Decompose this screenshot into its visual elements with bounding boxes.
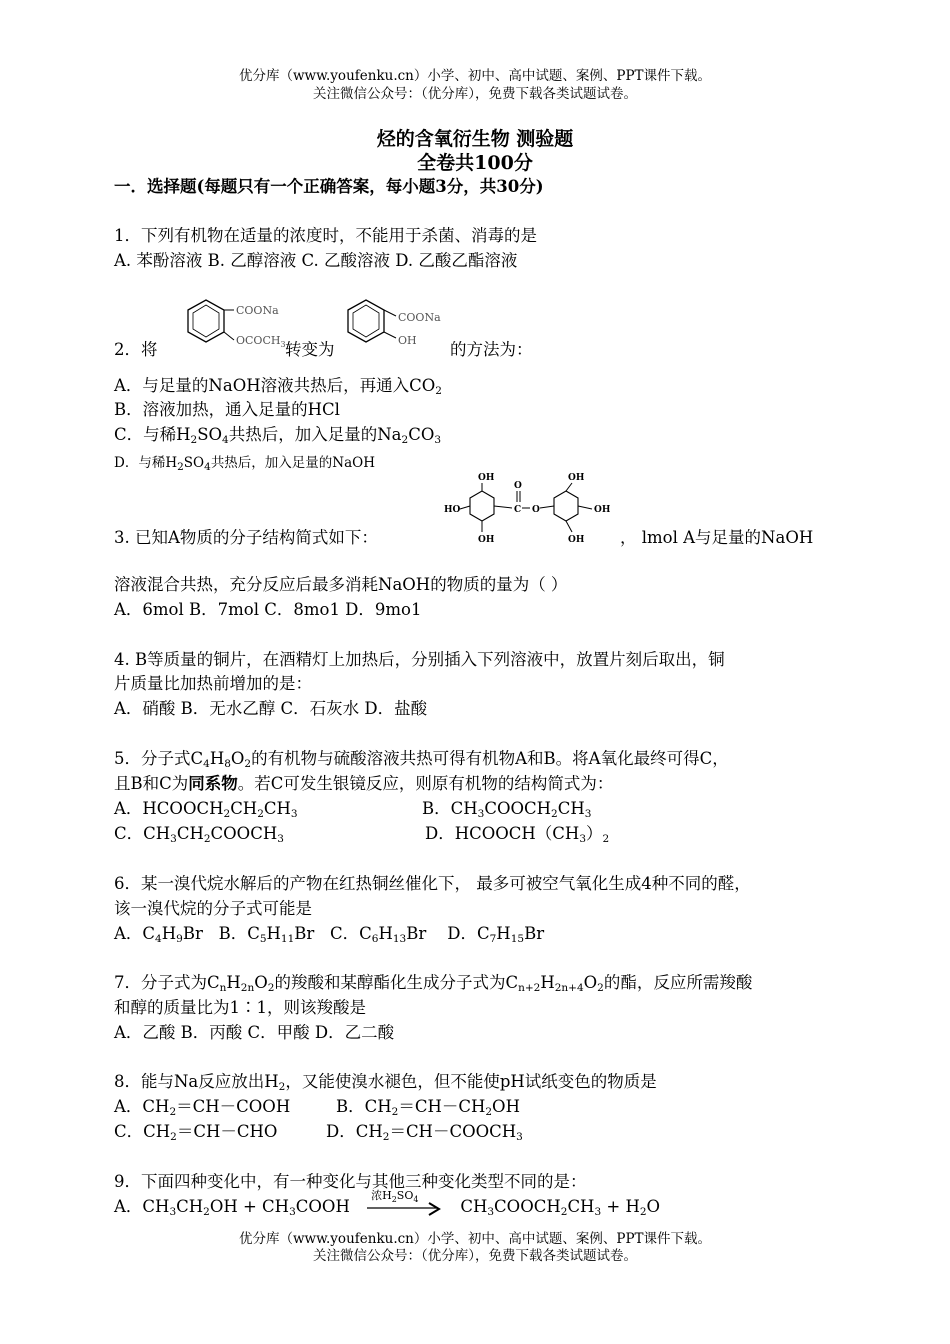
footer-line-2: 关注微信公众号：（优分库），免费下载各类试题试卷。: [313, 1248, 637, 1264]
q3-tail: ， lmol A与足量的NaOH: [620, 528, 814, 547]
q3-options: A．6mol B．7mol C．8mo1 D．9mo1: [114, 600, 422, 619]
q3-mol-oh-r: OH: [594, 505, 611, 515]
q3-mol-oh-br: OH: [568, 535, 585, 545]
q2-suffix: 的方法为：: [450, 340, 533, 359]
q9-option-a: A．$CH_3CH_2OH$ + $CH_3COOH$ 浓$H_2SO_4$ $CH_3COOCH_2CH_3 + H_2O$: [114, 1189, 661, 1218]
q2-struct1-sub3: 3: [280, 340, 286, 349]
q2-struct2-oh: OH: [398, 334, 417, 347]
q3-mol-o-bridge: O: [532, 505, 540, 515]
q3-mol-oh-tl: OH: [478, 473, 495, 483]
page-subtitle: 全卷共100分: [417, 152, 533, 174]
q3-molecule: [440, 468, 620, 548]
q2-mid: 转变为: [285, 340, 335, 359]
q3-mol-oh-bl: OH: [478, 535, 495, 545]
q2-option-c: C．与稀$H_2SO_4$共热后，加入足量的$Na_2CO_3$: [114, 425, 442, 446]
q9-stem: 9．下面四种变化中，有一种变化与其他三种变化类型不同的是：: [114, 1172, 587, 1191]
q1-stem: 1．下列有机物在适量的浓度时，不能用于杀菌、消毒的是: [114, 226, 537, 245]
q4-stem-2: 片质量比加热前增加的是：: [114, 674, 312, 693]
q6-options: A．$C_4H_9Br$ B．$C_5H_{11}Br$ C．$C_6H_{13}Br$ D．$C_7H_{15}Br$: [114, 924, 545, 945]
q7-stem: 7．分子式为$C_nH_{2n}O_2$的羧酸和某醇酯化生成分子式为$C_{n+2}H_{2n+4}O_2$的酯，反应所需羧酸: [114, 973, 753, 994]
q2-structure-2: [340, 300, 455, 360]
q2-struct2-coona: COONa: [398, 311, 441, 324]
q3-mol-o-top: O: [514, 481, 522, 491]
q4-stem: 4. B等质量的铜片，在酒精灯上加热后，分别插入下列溶液中，放置片刻后取出，铜: [114, 650, 725, 669]
q2-option-a: A．与足量的NaOH溶液共热后，再通入$CO_2$: [114, 376, 442, 397]
q2-option-b: B．溶液加热，通入足量的HCl: [114, 400, 340, 419]
q8-option-c: C．$CH_2=CH-CHO$: [114, 1122, 278, 1143]
q3-stem-2: 溶液混合共热，充分反应后最多消耗NaOH的物质的量为（ ）: [114, 575, 568, 594]
q2-option-d: D．与稀$H_2SO_4$共热后，加入足量的NaOH: [114, 455, 376, 473]
header-line-1: 优分库（www.youfenku.cn）小学、初中、高中试题、案例、PPT课件下载。: [238, 68, 712, 84]
q4-options: A．硝酸 B．无水乙醇 C．石灰水 D．盐酸: [114, 699, 428, 718]
q7-stem-2: 和醇的质量比为1∶1，则该羧酸是: [114, 998, 366, 1017]
q5-stem-2: 且B和C为同系物。若C可发生银镜反应，则原有机物的结构简式为：: [114, 774, 614, 793]
q5-option-b: B．$CH_3COOCH_2CH_3$: [422, 799, 592, 820]
q8-option-b: B．$CH_2=CH-CH_2OH$: [336, 1097, 520, 1118]
q5-stem: 5．分子式$C_4H_8O_2$的有机物与硫酸溶液共热可得有机物A和B。将A氧化最终可得C，: [114, 749, 729, 770]
q8-option-d: D．$CH_2=CH-COOCH_3$: [326, 1122, 523, 1143]
q3-mol-ho-l: HO: [444, 505, 461, 515]
q2-struct1-coona: COONa: [236, 304, 279, 317]
q7-options: A．乙酸 B．丙酸 C．甲酸 D．乙二酸: [114, 1023, 395, 1042]
page-title: 烃的含氧衍生物 测验题: [376, 128, 574, 150]
q3-mol-oh-tr: OH: [568, 473, 585, 483]
q5-option-a: A．$HCOOCH_2CH_2CH_3$: [114, 799, 298, 820]
q6-stem-2: 该一溴代烷的分子式可能是: [114, 899, 312, 918]
q8-option-a: A．$CH_2=CH-COOH$: [114, 1097, 291, 1118]
q3-mol-c: C: [514, 505, 522, 515]
reaction-arrow: [365, 1189, 445, 1218]
section-heading: 一．选择题(每题只有一个正确答案，每小题3分，共30分): [114, 177, 544, 196]
q5-option-d: D．$HCOOCH(CH_3)_2$: [425, 824, 610, 845]
arrow-icon: [365, 1202, 445, 1216]
q5-option-c: C．$CH_3CH_2COOCH_3$: [114, 824, 284, 845]
q6-stem: 6．某一溴代烷水解后的产物在红热铜丝催化下， 最多可被空气氧化生成4种不同的醛，: [114, 874, 751, 893]
q8-stem: 8．能与Na反应放出$H_2$，又能使溴水褪色，但不能使pH试纸变色的物质是: [114, 1072, 657, 1093]
reaction-condition: 浓$H_2SO_4$: [371, 1189, 419, 1204]
q2-prefix: 2．将: [114, 340, 158, 359]
svg-text:OCOCH3: [236, 334, 286, 349]
q1-options: A. 苯酚溶液 B. 乙醇溶液 C. 乙酸溶液 D. 乙酸乙酯溶液: [114, 251, 518, 270]
q2-structure-1: [160, 296, 285, 366]
footer-line-1: 优分库（www.youfenku.cn）小学、初中、高中试题、案例、PPT课件下载。: [238, 1231, 712, 1247]
q2-struct1-ococh: OCOCH: [236, 334, 281, 347]
header-line-2: 关注微信公众号：（优分库），免费下载各类试题试卷。: [313, 86, 637, 102]
q3-stem: 3. 已知A物质的分子结构简式如下：: [114, 528, 378, 547]
